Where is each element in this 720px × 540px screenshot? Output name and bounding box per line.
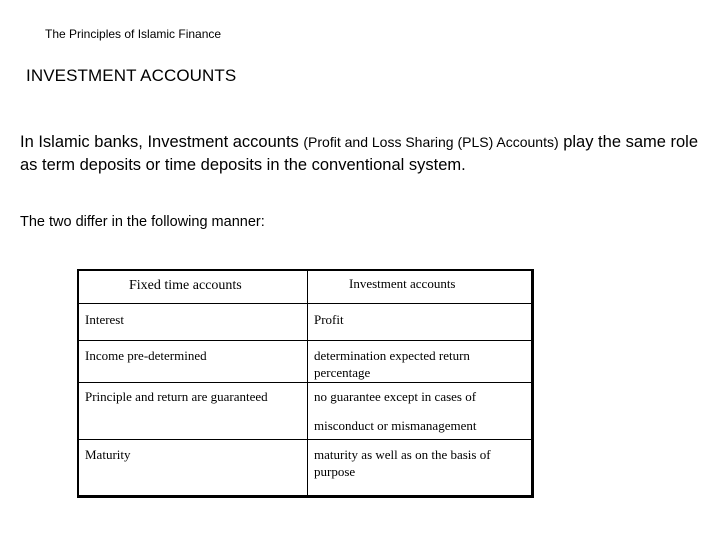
table-cell: determination expected return percentage [314,348,470,380]
table-cell: misconduct or mismanagement [314,418,477,433]
table-cell: Income pre-determined [85,348,207,363]
table-cell: Maturity [85,447,131,462]
body-paragraph [20,131,710,177]
table-row-divider [79,439,532,440]
table-row-divider [79,303,532,304]
body-paragraph-part-2: (Profit and Loss Sharing (PLS) Accounts) [303,134,559,150]
body-paragraph-part-3: play the same role as term deposits or time deposits in the conventional system. [20,133,699,174]
table-cell: no guarantee except in cases of [314,389,477,404]
slide-subtitle: The Principles of Islamic Finance [45,27,222,41]
intro-text: The two differ in the following manner: [20,214,265,230]
table-row-divider [79,340,532,341]
table-column-divider [307,271,308,496]
table-cell: maturity as well as on the basis of purpose [314,447,491,479]
table-cell: Principle and return are guaranteed [85,389,268,404]
body-paragraph-part-1: In Islamic banks, Investment accounts [20,133,304,151]
table-header-investment: Investment accounts [349,276,456,291]
table-row-divider [79,382,532,383]
table-cell: Interest [85,312,124,327]
table-header-fixed-time: Fixed time accounts [129,278,242,293]
page-title: INVESTMENT ACCOUNTS [26,66,237,85]
table-cell: Profit [314,312,344,327]
comparison-table [77,269,534,498]
